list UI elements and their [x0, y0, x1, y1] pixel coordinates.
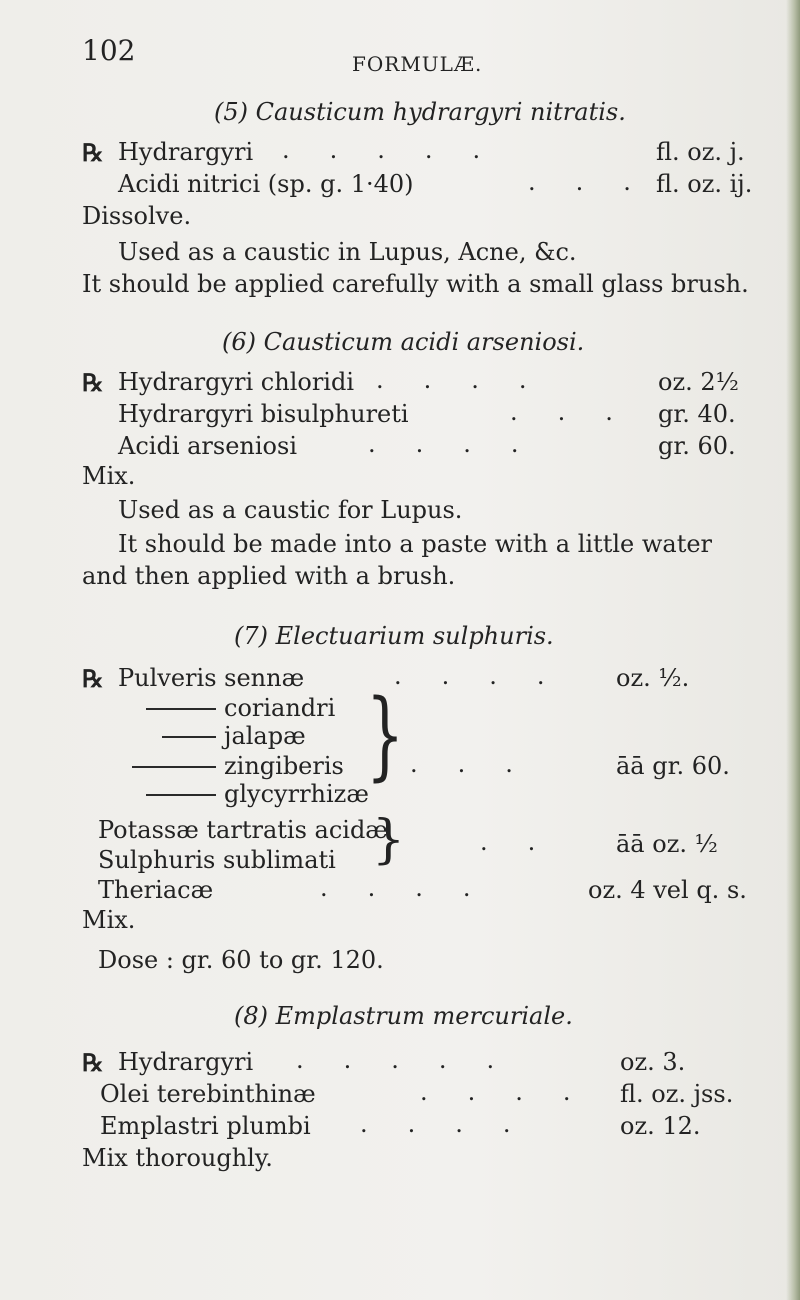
- leader-dots: ....: [376, 366, 567, 394]
- recipe-symbol: ℞: [82, 1048, 104, 1077]
- recipe-symbol: ℞: [82, 368, 104, 397]
- leader-dots: ..: [480, 828, 576, 856]
- ingredient-name: Hydrargyri: [118, 138, 254, 166]
- ingredient-name: Acidi nitrici (sp. g. 1·40): [118, 170, 414, 198]
- page-edge: [786, 0, 800, 1300]
- ingredient-name: Hydrargyri chloridi: [118, 368, 355, 396]
- note-line: Used as a caustic in Lupus, Acne, &c.: [118, 238, 577, 266]
- leader-dots: ...: [510, 398, 653, 426]
- note-line: Used as a caustic for Lupus.: [118, 496, 463, 524]
- instruction: Dissolve.: [82, 202, 192, 230]
- recipe-symbol: ℞: [82, 664, 104, 693]
- leader-dots: ...: [410, 750, 553, 778]
- ingredient-name: Sulphuris sublimati: [98, 846, 336, 874]
- ingredient-name: Potassæ tartratis acidæ: [98, 816, 388, 844]
- note-line: It should be applied carefully with a small glass brush.: [82, 270, 749, 298]
- instruction: Mix thoroughly.: [82, 1144, 273, 1172]
- instruction: Mix.: [82, 906, 136, 934]
- leader-dots: ....: [360, 1110, 551, 1138]
- group-quantity: āā gr. 60.: [616, 752, 730, 780]
- page-number: 102: [82, 34, 136, 67]
- leader-dots: ....: [420, 1078, 611, 1106]
- ingredient-name: Olei terebinthinæ: [100, 1080, 316, 1108]
- grouping-brace: }: [366, 680, 405, 792]
- ingredient-quantity: oz. 2½: [658, 368, 739, 396]
- ditto-line: [146, 794, 216, 796]
- note-line: Dose : gr. 60 to gr. 120.: [98, 946, 384, 974]
- ingredient-name: Hydrargyri: [118, 1048, 254, 1076]
- ingredient-name: Emplastri plumbi: [100, 1112, 311, 1140]
- ditto-line: [162, 736, 216, 738]
- leader-dots: .....: [296, 1046, 535, 1074]
- instruction: Mix.: [82, 462, 136, 490]
- ingredient-quantity: fl. oz. j.: [656, 138, 745, 166]
- ditto-line: [132, 766, 216, 768]
- ingredient-quantity: gr. 40.: [658, 400, 736, 428]
- recipe-symbol: ℞: [82, 138, 104, 167]
- ingredient-quantity: fl. oz. ij.: [656, 170, 753, 198]
- grouping-brace: }: [372, 810, 406, 870]
- note-line: and then applied with a brush.: [82, 562, 456, 590]
- leader-dots: ....: [394, 662, 585, 690]
- ingredient-quantity: oz. 4 vel q. s.: [588, 876, 747, 904]
- leader-dots: .....: [282, 136, 521, 164]
- ingredient-quantity: gr. 60.: [658, 432, 736, 460]
- ingredient-quantity: oz. 12.: [620, 1112, 701, 1140]
- running-head: FORMULÆ.: [352, 52, 483, 76]
- ingredient-name: glycyrrhizæ: [224, 780, 369, 808]
- ingredient-name: coriandri: [224, 694, 336, 722]
- ingredient-quantity: oz. 3.: [620, 1048, 686, 1076]
- leader-dots: ...: [528, 168, 671, 196]
- ingredient-name: zingiberis: [224, 752, 344, 780]
- leader-dots: ....: [320, 874, 511, 902]
- ingredient-name: Pulveris sennæ: [118, 664, 305, 692]
- ingredient-name: Acidi arseniosi: [118, 432, 297, 460]
- section-title: (8) Emplastrum mercuriale.: [234, 1002, 573, 1030]
- group-quantity: āā oz. ½: [616, 830, 718, 858]
- section-title: (5) Causticum hydrargyri nitratis.: [214, 98, 626, 126]
- ingredient-quantity: fl. oz. jss.: [620, 1080, 734, 1108]
- section-title: (6) Causticum acidi arseniosi.: [222, 328, 585, 356]
- ingredient-name: Theriacæ: [98, 876, 214, 904]
- ingredient-quantity: oz. ½.: [616, 664, 690, 692]
- note-line: It should be made into a paste with a little water: [118, 530, 713, 558]
- section-title: (7) Electuarium sulphuris.: [234, 622, 554, 650]
- ditto-line: [146, 708, 216, 710]
- ingredient-name: Hydrargyri bisulphureti: [118, 400, 409, 428]
- leader-dots: ....: [368, 430, 559, 458]
- ingredient-name: jalapæ: [224, 722, 306, 750]
